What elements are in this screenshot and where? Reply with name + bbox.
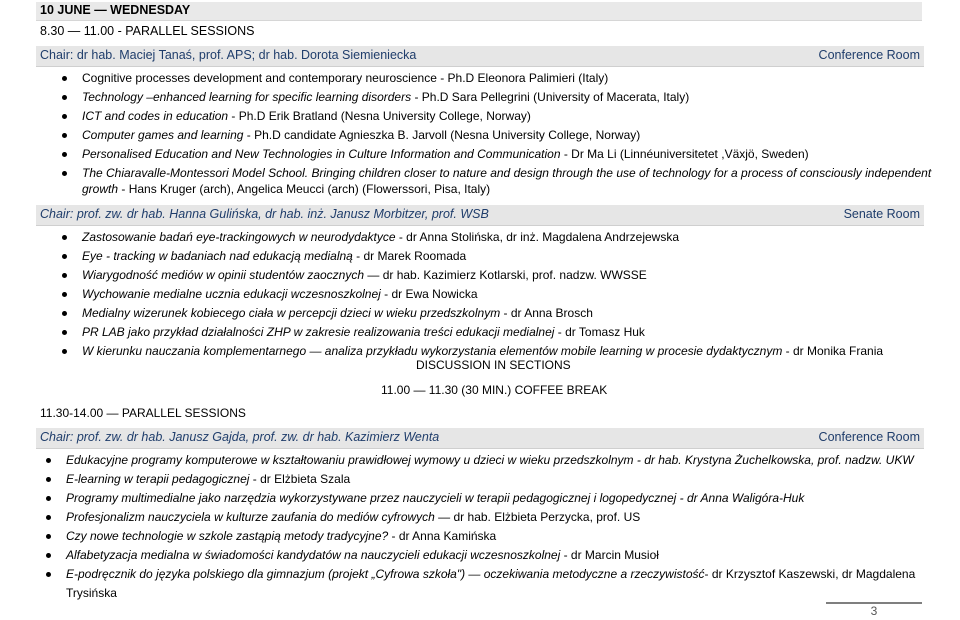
list-item: The Chiaravalle-Montessori Model School. Bringing children closer to nature and design through the use of technology for a process of consciously independent [82, 164, 931, 183]
bullet-icon [62, 254, 67, 259]
session2-chair: Chair: prof. zw. dr hab. Hanna Gulińska, dr hab. inż. Janusz Morbitzer, prof. WSB [40, 207, 489, 221]
list-item: Czy nowe technologie w szkole zastąpią metody tradycyjne? - dr Anna Kamińska [66, 527, 960, 546]
session1-chair-bar [36, 46, 924, 67]
bullet-icon [46, 496, 51, 501]
session3-time: 11.30-14.00 — PARALLEL SESSIONS [40, 406, 246, 420]
list-item: Eye - tracking w badaniach nad edukacją medialną - dr Marek Roomada [82, 247, 883, 266]
bullet-icon [62, 76, 67, 81]
list-item: Computer games and learning - Ph.D candidate Agnieszka B. Jarvoll (Nesna University College, Norway) [82, 126, 931, 145]
list-item: Wiarygodność mediów w opinii studentów zaocznych — dr hab. Kazimierz Kotlarski, prof. nadzw. WWSSE [82, 266, 883, 285]
coffee-break-label: 11.00 — 11.30 (30 MIN.) COFFEE BREAK [381, 383, 608, 397]
list-item-continuation: growth - Hans Kruger (arch), Angelica Meucci (arch) (Flowerssori, Pisa, Italy) [82, 182, 491, 196]
list-item: Personalised Education and New Technologies in Culture Information and Communication - Dr Ma Li (Linnéuniversitetet ,Växjö, Sweden) [82, 145, 931, 164]
day-header: 10 JUNE — WEDNESDAY [40, 3, 191, 17]
bullet-icon [62, 330, 67, 335]
list-item: E-learning w terapii pedagogicznej - dr Elżbieta Szala [66, 470, 960, 489]
day-header-bar [36, 2, 922, 21]
list-item: Programy multimedialne jako narzędzia wykorzystywane przez nauczycieli w terapii pedagogicznej i logopedycznej - dr Anna Waligóra-Huk [66, 489, 960, 508]
list-item: Technology –enhanced learning for specific learning disorders - Ph.D Sara Pellegrini (University of Macerata, Italy) [82, 88, 931, 107]
list-item: Cognitive processes development and contemporary neuroscience - Ph.D Eleonora Palimieri (Italy) [82, 69, 931, 88]
session1-chair: Chair: dr hab. Maciej Tanaś, prof. APS; dr hab. Dorota Siemieniecka [40, 48, 417, 62]
list-item: ICT and codes in education - Ph.D Erik Bratland (Nesna University College, Norway) [82, 107, 931, 126]
session2-room: Senate Room [843, 207, 920, 221]
bullet-icon [46, 534, 51, 539]
bullet-icon [46, 458, 51, 463]
bullet-icon [62, 349, 67, 354]
list-item: Zastosowanie badań eye-trackingowych w neurodydaktyce - dr Anna Stolińska, dr inż. Magdalena Andrzejewska [82, 228, 883, 247]
bullet-icon [46, 515, 51, 520]
list-item: E-podręcznik do języka polskiego dla gimnazjum (projekt „Cyfrowa szkoła") — oczekiwania metodyczne a rzeczywistość- dr Krzysztof Kaszewski, dr Magdalena Trysińska [66, 565, 960, 603]
list-item: W kierunku nauczania komplementarnego — analiza przykładu wykorzystania elementów mobile learning w procesie dydaktycznym - dr Monika Frania [82, 342, 883, 361]
bullet-icon [46, 553, 51, 558]
bullet-icon [46, 572, 51, 577]
page-number: 3 [870, 604, 878, 618]
session3-talk-list [66, 451, 960, 603]
list-item: Edukacyjne programy komputerowe w kształtowaniu prawidłowej wymowy u dzieci w wieku przedszkolnym - dr hab. Krystyna Żuchelkowska, prof. nadzw. UKW [66, 451, 960, 470]
session2-chair-bar [36, 205, 924, 226]
discussion-label: DISCUSSION IN SECTIONS [416, 358, 571, 372]
list-item: Alfabetyzacja medialna w świadomości kandydatów na nauczycieli edukacji wczesnoszkolnej - dr Marcin Musioł [66, 546, 960, 565]
session3-chair-bar [36, 428, 924, 449]
session3-chair: Chair: prof. zw. dr hab. Janusz Gajda, prof. zw. dr hab. Kazimierz Wenta [40, 430, 440, 444]
list-item: PR LAB jako przykład działalności ZHP w zakresie realizowania treści edukacji medialnej - dr Tomasz Huk [82, 323, 883, 342]
session1-time: 8.30 — 11.00 - PARALLEL SESSIONS [40, 24, 255, 38]
bullet-icon [62, 95, 67, 100]
bullet-icon [62, 171, 67, 176]
bullet-icon [62, 114, 67, 119]
page-number-box [826, 602, 922, 620]
list-item: Wychowanie medialne ucznia edukacji wczesnoszkolnej - dr Ewa Nowicka [82, 285, 883, 304]
list-item: Profesjonalizm nauczyciela w kulturze zaufania do mediów cyfrowych — dr hab. Elżbieta Perzycka, prof. US [66, 508, 960, 527]
bullet-icon [62, 235, 67, 240]
bullet-icon [62, 273, 67, 278]
session2-talk-list [82, 228, 883, 361]
bullet-icon [62, 152, 67, 157]
session1-room: Conference Room [818, 48, 920, 62]
session1-talk-list [82, 69, 931, 199]
list-item: Medialny wizerunek kobiecego ciała w percepcji dzieci w wieku przedszkolnym - dr Anna Brosch [82, 304, 883, 323]
session3-room: Conference Room [818, 430, 920, 444]
bullet-icon [46, 477, 51, 482]
bullet-icon [62, 133, 67, 138]
bullet-icon [62, 292, 67, 297]
bullet-icon [62, 311, 67, 316]
